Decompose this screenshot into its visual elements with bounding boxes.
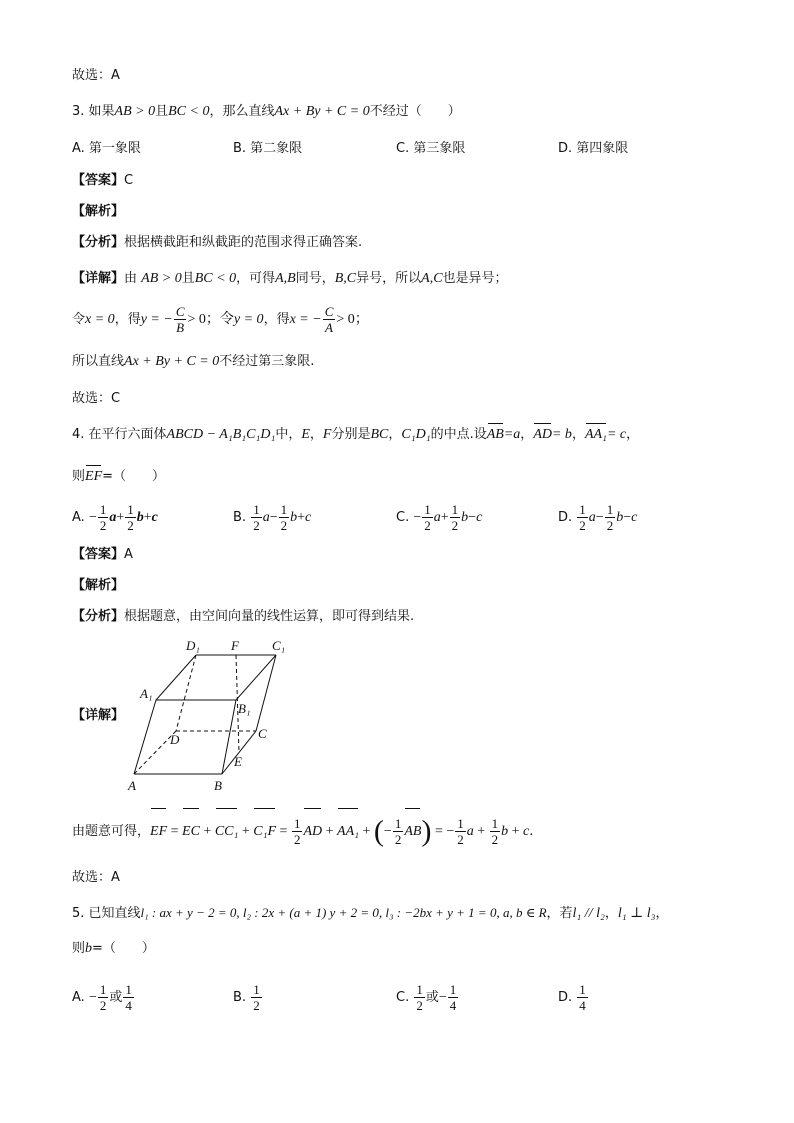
- q4-analysis-heading: 【解析】: [72, 578, 125, 593]
- label-D1: D₁: [186, 638, 200, 653]
- q3-option-d: D. 第四象限: [558, 141, 629, 156]
- q5-option-b: B. $\frac{1}{2}$: [233, 982, 260, 1013]
- q3-option-c: C. 第三象限: [396, 141, 466, 156]
- label-A1: A₁: [140, 686, 153, 701]
- q3-conclusion: 所以直线Ax + By + C = 0不经过第三象限.: [72, 354, 315, 369]
- q4-option-b: B. $\frac{1}{2}$ a− $\frac{1}{2}$ b+c: [233, 502, 312, 533]
- q4-answer: 【答案】A: [72, 547, 133, 562]
- label-B: B: [214, 778, 222, 793]
- parallelepiped-figure: [126, 636, 296, 796]
- question-4: 4. 在平行六面体ABCD − A₁B₁C₁D₁中，E，F分别是BC，C₁D₁的中点.设AB=a，AD= b，AA₁= c，: [72, 425, 639, 445]
- q5-option-a: A. − $\frac{1}{2}$ 或 $\frac{1}{4}$: [72, 982, 132, 1013]
- question-5-cont: 则b=（ ）: [72, 941, 155, 956]
- answer-line-prev: 故选：A: [72, 68, 120, 83]
- q5-option-c: C. $\frac{1}{2}$ 或− $\frac{1}{4}$: [396, 982, 457, 1013]
- q4-option-d: D. $\frac{1}{2}$ a− $\frac{1}{2}$ b−c: [558, 502, 638, 533]
- q4-option-a: A. − $\frac{1}{2}$ a+ $\frac{1}{2}$ b+c: [72, 502, 158, 533]
- question-3: 3. 如果AB > 0且BC < 0，那么直线Ax + By + C = 0不经过（ ）: [72, 104, 461, 119]
- label-A: A: [128, 778, 136, 793]
- q3-detail: 【详解】由 AB > 0且BC < 0，可得A,B同号，B,C异号，所以A,C也是异号；: [72, 271, 508, 286]
- q4-detail-heading: 【详解】: [72, 708, 125, 723]
- label-C: C: [258, 726, 267, 741]
- q3-analysis-heading: 【解析】: [72, 204, 125, 219]
- question-4-cont: 则EF=（ ）: [72, 467, 165, 487]
- fraction-c-over-b: $\frac{C}{B}$: [175, 304, 185, 335]
- q3-answer: 【答案】C: [72, 173, 134, 188]
- label-F: F: [231, 638, 239, 653]
- label-C1: C₁: [272, 638, 286, 653]
- q4-derivation: 由题意可得，EF = EC + CC₁ + C₁F = $\frac{1}{2}$ AD + AA₁ + (− $\frac{1}{2}$ AB) = − $\frac{1}{2}$ a + $\frac{1}{2}$ b + c.: [72, 810, 533, 854]
- q3-final-answer: 故选：C: [72, 391, 121, 406]
- q3-analysis: 【分析】根据横截距和纵截距的范围求得正确答案.: [72, 235, 363, 250]
- q4-final-answer: 故选：A: [72, 870, 120, 885]
- q5-option-d: D. $\frac{1}{4}$: [558, 982, 586, 1013]
- q4-analysis: 【分析】根据题意，由空间向量的线性运算，即可得到结果.: [72, 609, 415, 624]
- label-E: E: [234, 754, 242, 769]
- question-5: 5. 已知直线l₁ : ax + y − 2 = 0, l₂ : 2x + (a + 1) y + 2 = 0, l₃ : −2bx + y + 1 = 0, a, b ∈ R，若l₁ // l₂，l₁ ⊥ l₃，: [72, 905, 669, 921]
- fraction-c-over-a: $\frac{C}{A}$: [324, 304, 334, 335]
- label-B1: B₁: [238, 701, 251, 716]
- q4-option-c: C. − $\frac{1}{2}$ a+ $\frac{1}{2}$ b−c: [396, 502, 483, 533]
- label-D: D: [170, 732, 180, 747]
- q3-option-b: B. 第二象限: [233, 141, 303, 156]
- q3-detail-2: 令x = 0，得y = − $\frac{C}{B}$ > 0；令y = 0，得x = − $\frac{C}{A}$ > 0；: [72, 304, 369, 335]
- q3-option-a: A. 第一象限: [72, 141, 141, 156]
